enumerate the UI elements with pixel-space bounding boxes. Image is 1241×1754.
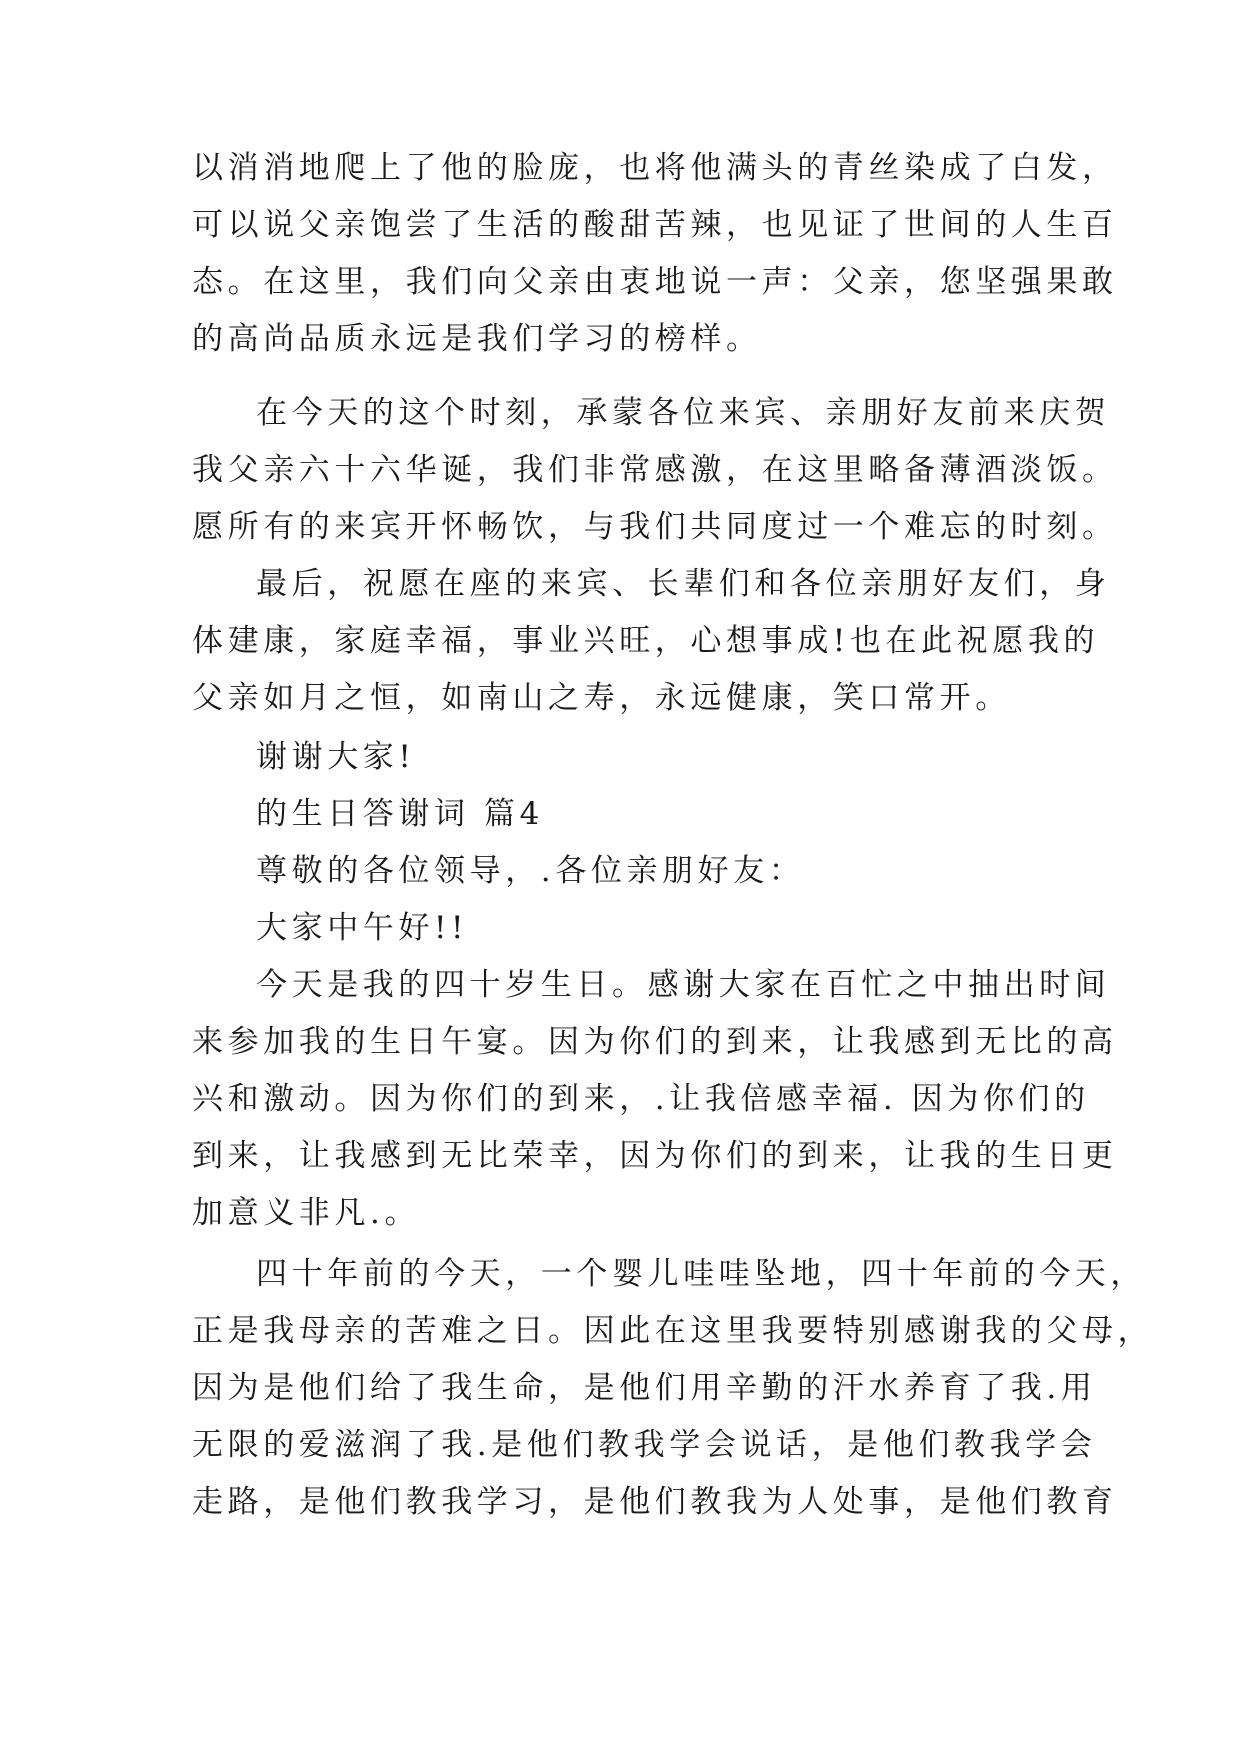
text-line: 到来，让我感到无比荣幸，因为你们的到来，让我的生日更 <box>192 1138 1118 1174</box>
text-line: 体建康，家庭幸福，事业兴旺，心想事成!也在此祝愿我的 <box>192 623 1100 659</box>
text-line: 最后，祝愿在座的来宾、长辈们和各位亲朋好友们，身 <box>256 566 1111 602</box>
text-line: 我父亲六十六华诞，我们非常感激，在这里略备薄酒淡饭。 <box>192 452 1118 488</box>
text-line: 尊敬的各位领导，.各位亲朋好友： <box>256 853 805 889</box>
text-line: 愿所有的来宾开怀畅饮，与我们共同度过一个难忘的时刻。 <box>192 509 1118 545</box>
text-line: 的高尚品质永远是我们学习的榜样。 <box>192 321 762 357</box>
text-line: 谢谢大家! <box>256 739 416 775</box>
text-line: 无限的爱滋润了我.是他们教我学会说话，是他们教我学会 <box>192 1427 1097 1463</box>
text-line: 以消消地爬上了他的脸庞，也将他满头的青丝染成了白发， <box>192 150 1118 186</box>
text-line: 可以说父亲饱尝了生活的酸甜苦辣，也见证了世间的人生百 <box>192 207 1118 243</box>
text-line: 今天是我的四十岁生日。感谢大家在百忙之中抽出时间 <box>256 967 1111 1003</box>
text-line: 加意义非凡.。 <box>192 1195 421 1231</box>
text-line: 在今天的这个时刻，承蒙各位来宾、亲朋好友前来庆贺 <box>256 395 1111 431</box>
text-line: 来参加我的生日午宴。因为你们的到来，让我感到无比的高 <box>192 1024 1118 1060</box>
text-line: 大家中午好!! <box>256 910 469 946</box>
text-line: 正是我母亲的苦难之日。因此在这里我要特别感谢我的父母， <box>192 1313 1154 1349</box>
text-line: 态。在这里，我们向父亲由衷地说一声：父亲，您坚强果敢 <box>192 264 1118 300</box>
text-line: 四十年前的今天，一个婴儿哇哇坠地，四十年前的今天， <box>256 1256 1146 1292</box>
text-line: 兴和激动。因为你们的到来，.让我倍感幸福. 因为你们的 <box>192 1081 1090 1117</box>
text-line: 走路，是他们教我学习，是他们教我为人处事，是他们教育 <box>192 1484 1118 1520</box>
section-heading: 的生日答谢词 篇4 <box>256 796 544 832</box>
text-line: 父亲如月之恒，如南山之寿，永远健康，笑口常开。 <box>192 680 1011 716</box>
text-line: 因为是他们给了我生命，是他们用辛勤的汗水养育了我.用 <box>192 1370 1097 1406</box>
